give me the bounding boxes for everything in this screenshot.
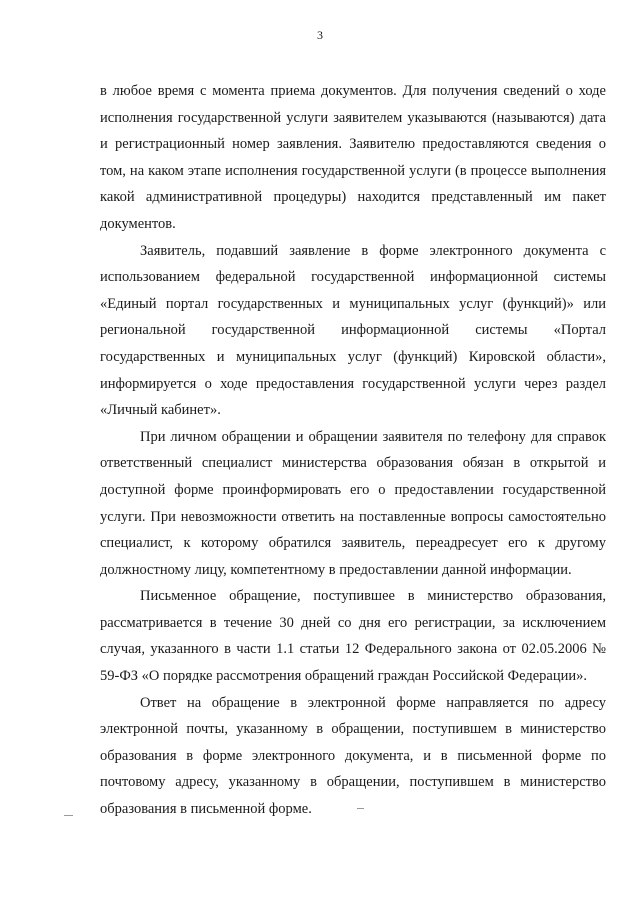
page-number: 3: [317, 28, 323, 42]
document-body: [100, 78, 606, 823]
paragraph-personal-appeal: При личном обращении и обращении заявителя по телефону для справок ответственный специалист министерства образования обязан в открытой и доступной форме проинформировать его о предоставлении государственной услуги. При невозможности ответить на поставленные вопросы самостоятельно специалист, к которому обратился заявитель, переадресует его к другому должностному лицу, компетентному в предоставлении данной информации.: [100, 428, 606, 578]
paragraph-continuation: в любое время с момента приема документов. Для получения сведений о ходе исполнения государственной услуги заявителем указываются (называются) дата и регистрационный номер заявления. Заявителю предоставляются сведения о том, на каком этапе исполнения государственной услуги (в процессе выполнения какой административной процедуры) находится представленный им пакет документов.: [100, 83, 606, 232]
paragraph-response: Ответ на обращение в электронной форме направляется по адресу электронной почты, указанному в обращении, поступившем в министерство образования в форме электронного документа, и в письменной форме по почтовому адресу, указанному в обращении, поступившем в министерство образования в письменной форме.: [100, 694, 606, 818]
paragraph-electronic-application: Заявитель, подавший заявление в форме электронного документа с использованием федеральной государственной информационной системы «Единый портал государственных и муниципальных услуг (функций)» или региональной государственной информационной системы «Портал государственных и муниципальных услуг (функций) Кировской области», информируется о ходе предоставления государственной услуги через раздел «Личный кабинет».: [100, 242, 606, 419]
scan-mark-right: [357, 808, 364, 809]
scan-mark-left: [64, 815, 73, 816]
paragraph-written-appeal: Письменное обращение, поступившее в министерство образования, рассматривается в течение 30 дней со дня его регистрации, за исключением случая, указанного в части 1.1 статьи 12 Федерального закона от 02.05.2006 № 59-ФЗ «О порядке рассмотрения обращений граждан Российской Федерации».: [100, 588, 606, 685]
